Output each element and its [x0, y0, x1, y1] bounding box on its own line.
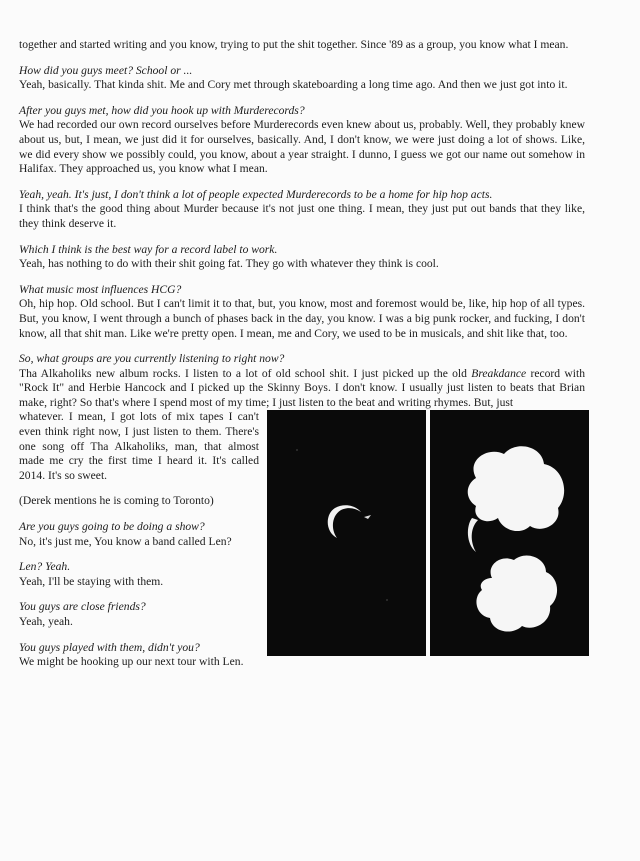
qa-block-groups — [19, 352, 585, 410]
qa-block-friends — [19, 600, 259, 629]
question-text: Len? Yeah. — [19, 560, 71, 574]
note-text: (Derek mentions he is coming to Toronto) — [19, 494, 214, 508]
article-page — [19, 38, 585, 681]
illustration-pair — [267, 410, 589, 656]
answer-text: We had recorded our own record ourselves before Murderecords even knew about us, probably. Well, they probably knew about us, but, I mean, we just did it for ourselves, basically. And, I don't know, we were just doing a lot of shows. Like, we did every show we possibly could, you know, about a year straight. I dunno, I guess we got our name out somehow in Halifax. They approached us, you know what I mean. — [19, 118, 585, 176]
answer-text: We might be hooking up our next tour with Len. — [19, 655, 244, 669]
answer-text: I think that's the good thing about Murder because it's not just one thing. I mean, they just put out bands that they like, they think deserve it. — [19, 202, 585, 230]
question-text: You guys played with them, didn't you? — [19, 640, 200, 654]
left-column — [19, 410, 259, 680]
crescent-moon-image — [267, 410, 426, 656]
answer-text: Yeah, basically. That kinda shit. Me and Cory met through skateboarding a long time ago. And then we just got into it. — [19, 78, 568, 92]
question-text: How did you guys meet? School or ... — [19, 63, 193, 77]
answer-continuation — [19, 410, 259, 483]
two-column-section — [19, 410, 585, 680]
illustration-panel-right — [430, 410, 589, 656]
qa-block-show — [19, 520, 259, 549]
qa-block-len — [19, 560, 259, 589]
question-text: What music most influences HCG? — [19, 282, 182, 296]
question-text: Are you guys going to be doing a show? — [19, 520, 205, 534]
answer-text-part: record with "Rock It" and Herbie Hancock and I picked up the Skinny Boys. I don't know. I usually just listen to beats that Brian make, right? So that's where I spend most of my time; I just listen to the beat and writing rhymes. But, just — [19, 366, 585, 409]
question-text: You guys are close friends? — [19, 600, 146, 614]
qa-block-meet — [19, 64, 585, 93]
question-text: Yeah, yeah. It's just, I don't think a lot of people expected Murderecords to be a home for hip hop acts. — [19, 187, 493, 201]
answer-text: Yeah, I'll be staying with them. — [19, 574, 164, 588]
intro-paragraph — [19, 38, 585, 53]
answer-text: Oh, hip hop. Old school. But I can't limit it to that, but, you know, most and foremost would be, like, hip hop of all types. But, you know, I went through a bunch of phases back in the day, you know. I was a big punk rocker, and fucking, I don't know, all that shit man. Like we're pretty open. I mean, me and Cory, we used to be in musicals, and shit like that, too. — [19, 297, 585, 340]
cloud-shapes-image — [430, 410, 589, 656]
answer-text: No, it's just me, You know a band called Len? — [19, 534, 232, 548]
qa-block-played — [19, 641, 259, 670]
answer-text: together and started writing and you know, trying to put the shit together. Since '89 as a group, you know what I mean. — [19, 38, 569, 51]
qa-block-record-label — [19, 243, 585, 272]
qa-block-murderecords — [19, 104, 585, 177]
answer-text: Yeah, yeah. — [19, 615, 73, 628]
question-text: So, what groups are you currently listening to right now? — [19, 352, 285, 366]
answer-text-part: Tha Alkaholiks new album rocks. I listen to a lot of old school shit. I just picked up the old — [19, 366, 472, 380]
answer-text: Yeah, has nothing to do with their shit going fat. They go with whatever they think is cool. — [19, 257, 439, 271]
qa-block-influences — [19, 283, 585, 341]
qa-block-hiphop-acts — [19, 188, 585, 232]
answer-text: whatever. I mean, I got lots of mix tapes I can't even think right now, I just listen to them. There's one song off Tha Alkaholiks, man, that almost made me cry the first time I heard it. It's called 2014. It's so sweet. — [19, 410, 259, 482]
illustration-panel-left — [267, 410, 426, 656]
album-title: Breakdance — [471, 366, 527, 380]
stage-note — [19, 494, 259, 509]
question-text: Which I think is the best way for a record label to work. — [19, 242, 278, 256]
question-text: After you guys met, how did you hook up with Murderecords? — [19, 103, 305, 117]
